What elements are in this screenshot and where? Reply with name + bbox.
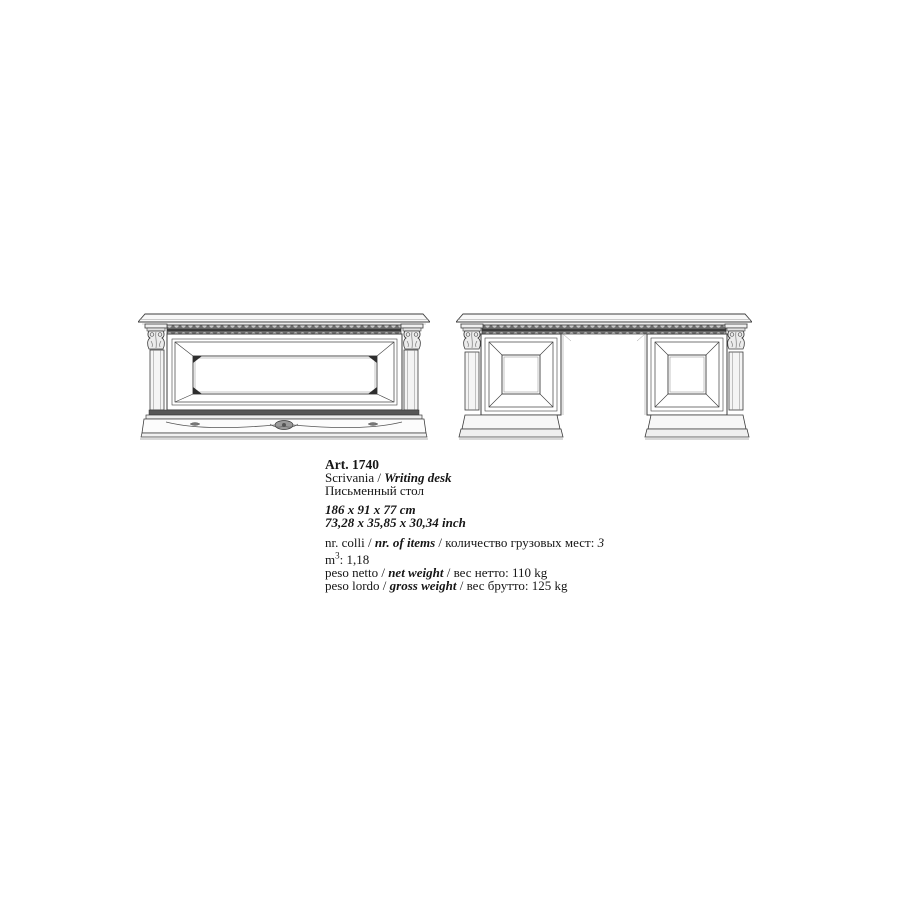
product-name-en: Writing desk (384, 470, 452, 485)
gross-weight-label-it: peso lordo / (325, 578, 390, 593)
desk-back-view-drawing (138, 312, 430, 450)
packing-value: 3 (597, 535, 605, 550)
desk-front-view-drawing (456, 312, 752, 450)
desk-back-view-svg (138, 312, 430, 450)
net-weight-label-en: net weight (388, 565, 444, 580)
gross-weight-value: 125 kg (531, 578, 568, 593)
separator: / (374, 470, 385, 485)
product-name-ru: Письменный стол (325, 483, 424, 498)
article-number: Art. 1740 (325, 457, 379, 472)
packing-info (325, 536, 604, 549)
desk-front-view-svg (456, 312, 752, 450)
product-specs (325, 458, 604, 592)
net-weight-value: 110 kg (512, 565, 548, 580)
gross-weight-label-ru: / вес брутто: (456, 578, 532, 593)
gross-weight-label-en: gross weight (389, 578, 457, 593)
dimensions-cm: 186 x 91 x 77 cm (325, 502, 416, 517)
volume-unit: m (325, 552, 336, 567)
packing-label-en: nr. of items (374, 535, 436, 550)
volume-exponent: 3 (335, 550, 340, 561)
net-weight-label-ru: / вес нетто: (443, 565, 513, 580)
net-weight-label-it: peso netto / (325, 565, 389, 580)
packing-label-ru: / количество грузовых мест: (435, 535, 598, 550)
dimensions-inch: 73,28 x 35,85 x 30,34 inch (325, 515, 466, 530)
volume-value: : 1,18 (339, 552, 370, 567)
product-name-it: Scrivania (325, 470, 375, 485)
gross-weight-info (325, 579, 604, 592)
packing-label-it: nr. colli / (325, 535, 375, 550)
